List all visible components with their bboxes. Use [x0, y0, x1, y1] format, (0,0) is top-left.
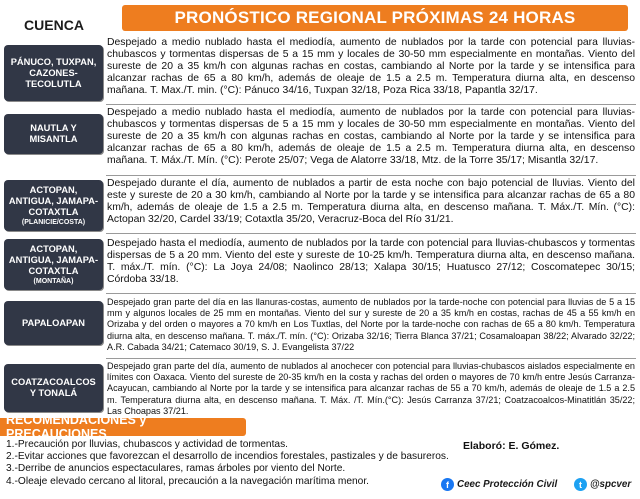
forecast-text-coatzacoalcos: Despejado gran parte del día, aumento de nublados al anochecer con potencial para lluvias-chubascos aislados especialmente en límites con Oaxaca. Viento del sureste de 20-35 km/h en la costa y rachas del orden o mayores de 70 km/h entre Jesús Carranza-Acayucan, cambiando al Norte por la tarde y se intensifica para alcanzar rachas de 55 a 70 km/h, además de oleaje de 1.5 a 2.5 m. Temperatura diurna alta, en descenso mañana. T. Máx. /T. Mín.(°C): Jesús Carranza 37/21; Coatzacoalcos-Minatitlán 35/22; Las Choapas 37/21.	[107, 361, 635, 416]
recommendation-item: 2.-Evitar acciones que favorezcan el desarrollo de incendios forestales, pastizales y de basureros.	[6, 451, 449, 462]
facebook-handle: Ceec Protección Civil	[457, 479, 558, 490]
region-label-nautla	[4, 114, 103, 154]
recommendation-item: 4.-Oleaje elevado cercano al litoral, precaución a la navegación marítima menor.	[6, 476, 369, 487]
twitter-icon: t	[574, 478, 587, 491]
region-label-actopan-montana	[4, 239, 103, 290]
region-name-line: Y TONALÁ	[29, 388, 78, 398]
recommendation-item: 1.-Precaución por lluvias, chubascos y actividad de tormentas.	[6, 439, 288, 450]
region-label-papaloapan	[4, 301, 103, 345]
twitter-link[interactable]	[574, 478, 631, 491]
cuenca-column-label: CUENCA	[24, 17, 84, 33]
region-name-line: PÁNUCO, TUXPAN,	[10, 56, 97, 67]
region-name-line: ACTOPAN,	[29, 243, 78, 254]
region-name-line: TECOLUTLA	[25, 78, 82, 89]
section-divider	[106, 175, 636, 176]
region-name-line: COTAXTLA	[28, 206, 79, 217]
region-name-line: COATZACOALCOS	[11, 377, 96, 387]
region-subtitle: (PLANICIE/COSTA)	[21, 218, 86, 226]
region-name-line: CAZONES-	[29, 67, 78, 78]
region-name-line: ANTIGUA, JAMAPA-	[8, 254, 99, 265]
page-title: PRONÓSTICO REGIONAL PRÓXIMAS 24 HORAS	[122, 5, 628, 31]
region-name-line: ACTOPAN,	[29, 184, 78, 195]
twitter-handle: @spcver	[590, 479, 632, 490]
recommendation-item: 3.-Derribe de anuncios espectaculares, ramas árboles por viento del Norte.	[6, 463, 346, 474]
facebook-link[interactable]	[441, 478, 557, 491]
forecast-text-actopan-montana: Despejado hasta el mediodía, aumento de nublados por la tarde con potencial para lluvias-chubascos y tormentas dispersas de 5 a 20 mm. Viento del este y sureste de 10-25 km/h. Temperatura diurna alta, en descenso mañana. T. máx./T. mín. (°C): La Joya 24/08; Naolinco 28/13; Xalapa 30/15; Huatusco 27/12; Coscomatepec 30/15; Córdoba 33/18.	[107, 238, 635, 286]
forecast-text-nautla: Despejado a medio nublado hasta el mediodía, aumento de nublados por la tarde con potencial para lluvias-chubascos y tormentas dispersas de 5 a 15 mm y locales de 30-50 mm especialmente en montañas. Viento del sureste de 20 a 35 km/h con algunas rachas en costas, cambiando al Norte por la tarde y se intensifica para alcanzar rachas de 65 a 80 km/h, además de oleaje de 1.5 a 2.5 m. Temperatura diurna alta, en descenso mañana. T. Máx./T. Mín. (°C): Perote 25/07; Vega de Alatorre 33/18, Mtz. de la Torre 35/17; Misantla 32/17.	[107, 107, 635, 167]
region-label-coatzacoalcos	[4, 364, 103, 412]
region-name-line: PAPALOAPAN	[21, 317, 85, 328]
region-name-line: COTAXTLA	[28, 265, 79, 276]
section-divider	[106, 358, 636, 359]
forecast-text-actopan-costa: Despejado durante el día, aumento de nublados a partir de esta noche con bajo potencial de lluvias. Viento del este y sureste de 20 a 30 km/h, cambiando al Norte por la tarde y se intensifica para alcanzar rachas de 65 a 80 km/h, además de oleaje de 1.5 a 2.5 m. Temperatura diurna alta, en descenso mañana. T. Máx./T. Mín. (°C): Actopan 32/20, Cardel 33/19; Cotaxtla 35/20, Veracruz-Boca del Río 31/21.	[107, 178, 635, 226]
region-name-line: NAUTLA Y	[30, 123, 77, 133]
recommendations-title: RECOMENDACIONES y PRECAUCIONES	[0, 418, 246, 436]
region-name-line: MISANTLA	[29, 134, 78, 144]
region-subtitle: (MONTAÑA)	[33, 277, 74, 285]
region-label-panuco	[4, 45, 103, 101]
facebook-icon: f	[441, 478, 454, 491]
author-credit: Elaboró: E. Gómez.	[463, 440, 560, 452]
section-divider	[106, 293, 636, 294]
forecast-text-panuco: Despejado a medio nublado hasta el mediodía, aumento de nublados por la tarde con potencial para lluvias-chubascos y tormentas dispersas de 5 a 15 mm y locales de 30-50 mm especialmente en montañas. Viento del sureste de 20 a 35 km/h con algunas rachas en costas, cambiando al Norte por la tarde y se intensifica para alcanzar rachas de 65 a 80 km/h, además de oleaje de 1.5 a 2.5 m. Temperatura diurna alta, en descenso mañana. T. Max./T. min. (°C): Pánuco 34/16, Tuxpan 32/18, Poza Rica 33/18, Papantla 32/17.	[107, 37, 635, 97]
region-name-line: ANTIGUA, JAMAPA-	[8, 195, 99, 206]
section-divider	[106, 104, 636, 105]
section-divider	[106, 233, 636, 234]
forecast-text-papaloapan: Despejado gran parte del día en las llanuras-costas, aumento de nublados por la tarde-noche con potencial para lluvias de 5 a 15 mm y algunos locales de 25 mm en montañas. Viento del sur y sureste de 20 a 35 km/h en costas, rachas de 45 a 55 km/h en Orizaba y del orden o mayores a 70 km/h en Los Tuxtlas, del Norte por la tarde-noche con rachas de 65 a 80 km/h. Temperatura diurna alta, en descenso mañana. T. máx./T. mín. (°C): Orizaba 32/16; Tierra Blanca 37/21; Cosamaloapan 38/22; Alvarado 32/22; A.R. Cabada 34/21; Catemaco 30/19, S. J. Evangelista 37/22	[107, 297, 635, 352]
region-label-actopan-costa	[4, 180, 103, 231]
